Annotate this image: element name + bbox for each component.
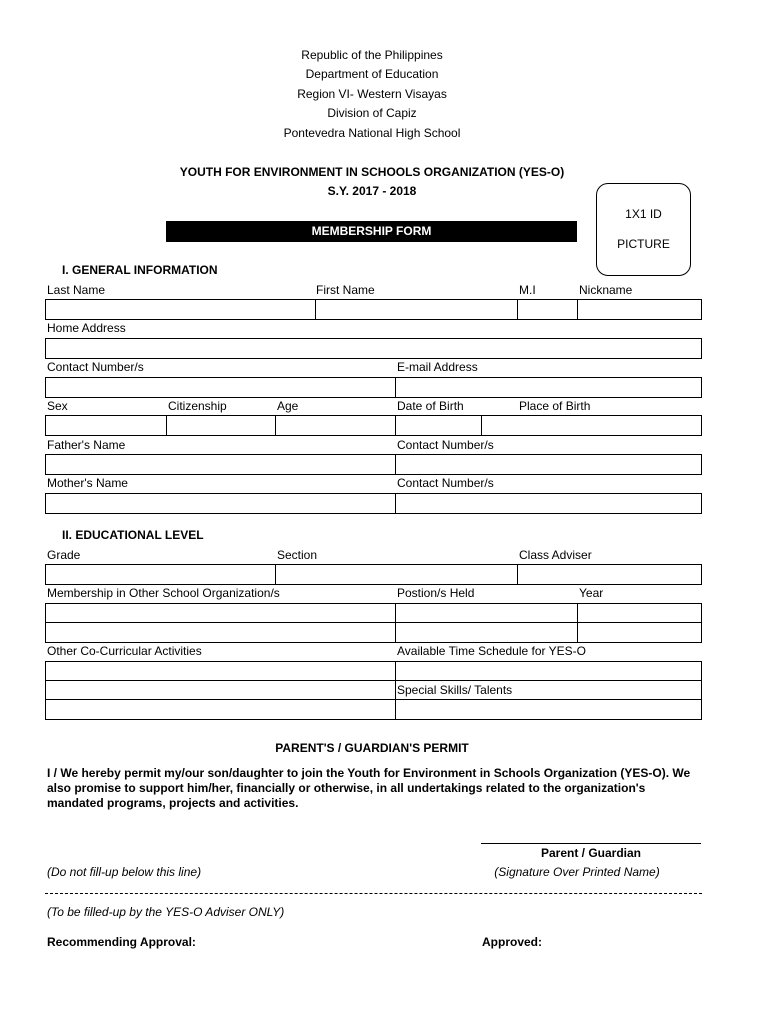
- signature-line[interactable]: [481, 843, 701, 844]
- mother-contact-field[interactable]: [395, 493, 702, 514]
- year-field-2[interactable]: [578, 623, 701, 642]
- mi-field[interactable]: [517, 299, 578, 320]
- citizenship-field[interactable]: [166, 415, 276, 436]
- cocurricular-label: Other Co-Curricular Activities: [47, 644, 202, 658]
- section-education-title: II. EDUCATIONAL LEVEL: [62, 528, 204, 542]
- nickname-label: Nickname: [579, 283, 633, 297]
- header-line-4: Division of Capiz: [327, 106, 417, 120]
- section-label: Section: [277, 548, 318, 562]
- home-address-label: Home Address: [47, 321, 126, 335]
- mother-name-field[interactable]: [45, 493, 396, 514]
- first-name-field[interactable]: [315, 299, 518, 320]
- schedule-label: Available Time Schedule for YES-O: [397, 644, 586, 658]
- father-name-field[interactable]: [45, 454, 396, 475]
- class-adviser-label: Class Adviser: [519, 548, 592, 562]
- header-line-5: Pontevedra National High School: [283, 126, 461, 140]
- first-name-label: First Name: [316, 283, 375, 297]
- recommending-approval-label: Recommending Approval:: [47, 935, 196, 949]
- last-name-field[interactable]: [45, 299, 316, 320]
- year-field-1[interactable]: [578, 604, 701, 622]
- adviser-only-note: (To be filled-up by the YES-O Adviser ONLY): [47, 905, 285, 919]
- last-name-label: Last Name: [47, 283, 106, 297]
- dob-label: Date of Birth: [397, 399, 464, 413]
- contact-number-field[interactable]: [45, 377, 396, 398]
- permit-title: PARENT'S / GUARDIAN'S PERMIT: [275, 741, 469, 755]
- position-field-2[interactable]: [396, 623, 577, 642]
- dob-field[interactable]: [395, 415, 482, 436]
- cut-line: [45, 893, 702, 894]
- cocurricular-field-2[interactable]: [46, 681, 395, 699]
- approved-label: Approved:: [482, 935, 542, 949]
- year-label: Year: [579, 586, 604, 600]
- grade-field[interactable]: [45, 564, 276, 585]
- section-field[interactable]: [275, 564, 518, 585]
- father-name-label: Father's Name: [47, 438, 126, 452]
- sex-field[interactable]: [45, 415, 167, 436]
- class-adviser-field[interactable]: [517, 564, 702, 585]
- no-fill-note: (Do not fill-up below this line): [47, 865, 202, 879]
- skills-label: Special Skills/ Talents: [397, 683, 513, 697]
- age-field[interactable]: [275, 415, 396, 436]
- photo-label-2: PICTURE: [617, 237, 670, 251]
- signer-label: Parent / Guardian: [540, 846, 642, 860]
- email-field[interactable]: [395, 377, 702, 398]
- membership-field-1[interactable]: [46, 604, 395, 622]
- mother-name-label: Mother's Name: [47, 476, 128, 490]
- position-label: Postion/s Held: [397, 586, 475, 600]
- home-address-field[interactable]: [45, 338, 702, 359]
- section-general-title: I. GENERAL INFORMATION: [62, 263, 218, 277]
- sex-label: Sex: [47, 399, 68, 413]
- photo-label-1: 1X1 ID: [625, 207, 662, 221]
- position-field-1[interactable]: [396, 604, 577, 622]
- grade-label: Grade: [47, 548, 81, 562]
- membership-label: Membership in Other School Organization/s: [47, 586, 280, 600]
- pob-label: Place of Birth: [519, 399, 591, 413]
- school-year: S.Y. 2017 - 2018: [327, 184, 417, 198]
- id-photo-box[interactable]: [596, 183, 691, 276]
- mi-label: M.I: [519, 283, 536, 297]
- cocurricular-field-1[interactable]: [46, 662, 395, 680]
- father-contact-label: Contact Number/s: [397, 438, 494, 452]
- pob-field[interactable]: [481, 415, 702, 436]
- citizenship-label: Citizenship: [168, 399, 227, 413]
- header-line-2: Department of Education: [305, 67, 439, 81]
- header-line-3: Region VI- Western Visayas: [297, 87, 447, 101]
- header-line-1: Republic of the Philippines: [301, 48, 443, 62]
- signature-note: (Signature Over Printed Name): [494, 865, 660, 879]
- permit-body: I / We hereby permit my/our son/daughter to join the Youth for Environment in Schools Organization (YES-O). We also promise to support him/her, financially or otherwise, in all undertakings related to the organization's mandated programs, projects and activities.: [47, 766, 691, 810]
- cocurricular-field-3[interactable]: [46, 700, 395, 719]
- membership-field-2[interactable]: [46, 623, 395, 642]
- org-title: YOUTH FOR ENVIRONMENT IN SCHOOLS ORGANIZATION (YES-O): [179, 165, 565, 179]
- schedule-field[interactable]: [396, 662, 701, 680]
- age-label: Age: [277, 399, 299, 413]
- form-title-bar: MEMBERSHIP FORM: [166, 221, 577, 242]
- skills-field[interactable]: [396, 700, 701, 719]
- contact-number-label: Contact Number/s: [47, 360, 144, 374]
- email-label: E-mail Address: [397, 360, 478, 374]
- nickname-field[interactable]: [577, 299, 702, 320]
- father-contact-field[interactable]: [395, 454, 702, 475]
- mother-contact-label: Contact Number/s: [397, 476, 494, 490]
